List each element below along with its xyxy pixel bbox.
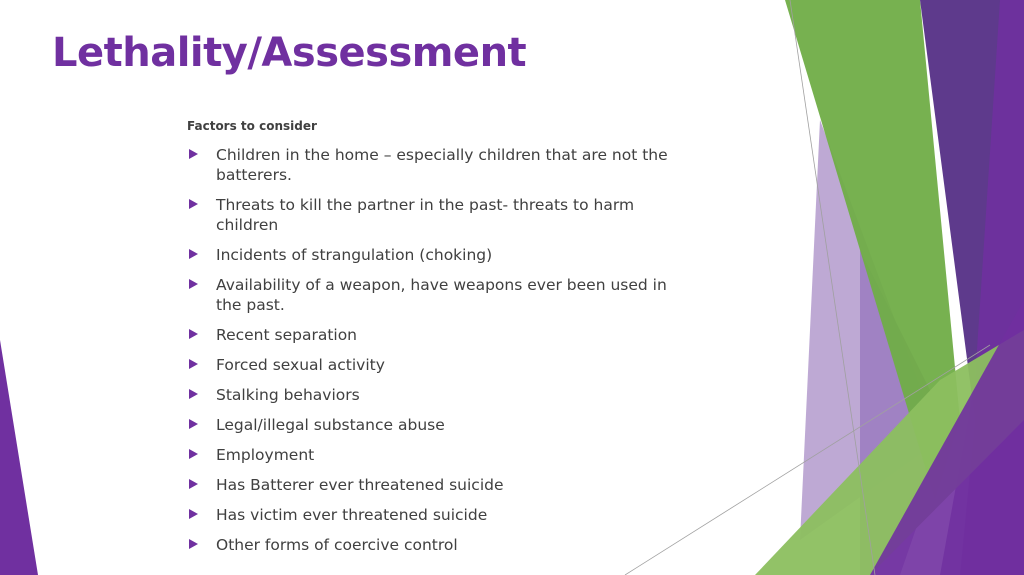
list-item	[187, 325, 697, 345]
right-triangle-icon	[189, 329, 198, 339]
list-item	[187, 505, 697, 525]
list-item-text: Incidents of strangulation (choking)	[216, 246, 493, 264]
list-item	[187, 385, 697, 405]
right-triangle-icon	[189, 279, 198, 289]
list-item	[187, 475, 697, 495]
list-item	[187, 275, 697, 315]
factors-subheading: Factors to consider	[187, 119, 317, 133]
list-item-text: Forced sexual activity	[216, 356, 385, 374]
list-item	[187, 355, 697, 375]
list-item	[187, 445, 697, 465]
list-item	[187, 195, 697, 235]
left-purple-shape	[0, 340, 38, 575]
list-item-text: Threats to kill the partner in the past- threats to harm children	[216, 196, 635, 234]
right-triangle-icon	[189, 419, 198, 429]
list-item	[187, 535, 697, 555]
right-triangle-icon	[189, 479, 198, 489]
right-triangle-icon	[189, 539, 198, 549]
list-item-text: Has victim ever threatened suicide	[216, 506, 488, 524]
list-item-text: Stalking behaviors	[216, 386, 360, 404]
right-triangle-icon	[189, 199, 198, 209]
list-item-text: Other forms of coercive control	[216, 536, 458, 554]
right-triangle-icon	[189, 389, 198, 399]
list-item-text: Employment	[216, 446, 315, 464]
right-triangle-icon	[189, 449, 198, 459]
list-item	[187, 415, 697, 435]
list-item	[187, 245, 697, 265]
right-triangle-icon	[189, 509, 198, 519]
factors-list	[187, 145, 697, 565]
list-item-text: Legal/illegal substance abuse	[216, 416, 445, 434]
slide-title: Lethality/Assessment	[52, 30, 527, 76]
right-triangle-icon	[189, 359, 198, 369]
right-triangle-icon	[189, 149, 198, 159]
right-triangle-icon	[189, 249, 198, 259]
list-item-text: Children in the home – especially children that are not the batterers.	[216, 146, 668, 184]
list-item-text: Recent separation	[216, 326, 358, 344]
list-item	[187, 145, 697, 185]
list-item-text: Availability of a weapon, have weapons ever been used in the past.	[216, 276, 667, 314]
list-item-text: Has Batterer ever threatened suicide	[216, 476, 504, 494]
